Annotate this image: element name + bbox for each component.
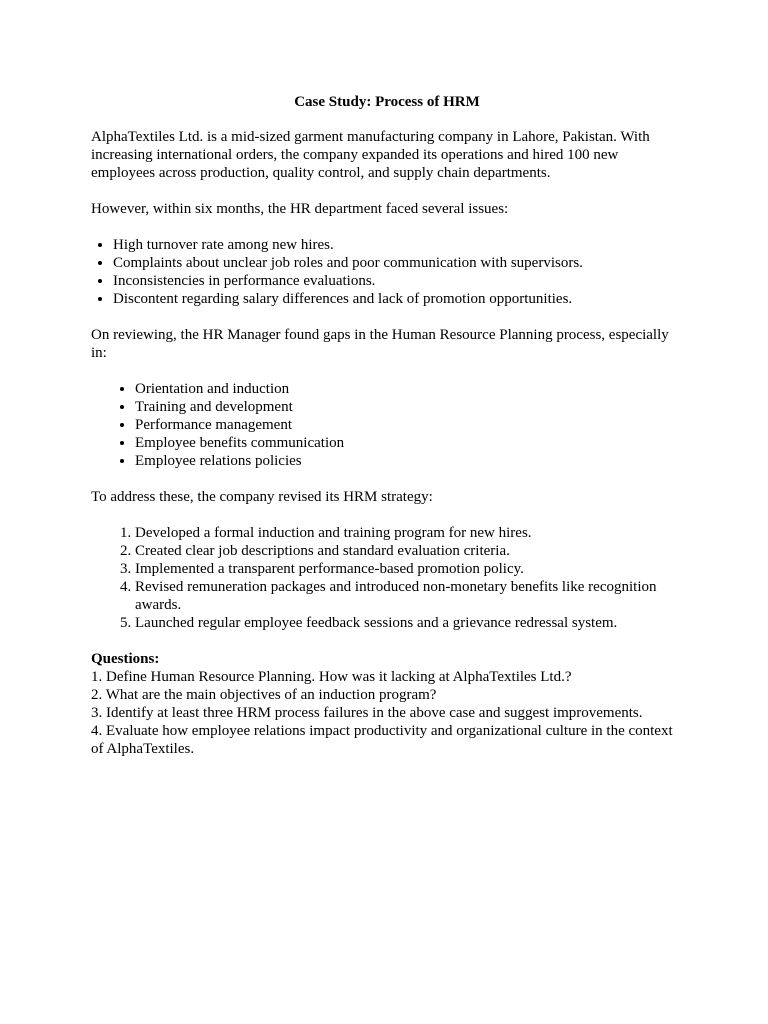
question-item: 1. Define Human Resource Planning. How was it lacking at AlphaTextiles Ltd.? — [91, 669, 572, 685]
list-item: • Complaints about unclear job roles and poor communication with supervisors. — [113, 254, 683, 272]
list-item: 3. Implemented a transparent performance-based promotion policy. — [135, 560, 683, 578]
list-item: • High turnover rate among new hires. — [113, 236, 683, 254]
list-item: • Employee relations policies — [135, 452, 683, 470]
gaps-intro-paragraph: On reviewing, the HR Manager found gaps in the Human Resource Planning process, especially in: — [91, 327, 669, 361]
question-item: 4. Evaluate how employee relations impact productivity and organizational culture in the context of AlphaTextiles. — [91, 723, 673, 757]
list-item: • Training and development — [135, 398, 683, 416]
questions-heading: Questions: — [91, 651, 160, 667]
question-item: 3. Identify at least three HRM process failures in the above case and suggest improvements. — [91, 705, 643, 721]
document-title: Case Study: Process of HRM — [294, 94, 480, 110]
list-item: • Discontent regarding salary differences and lack of promotion opportunities. — [113, 290, 683, 308]
list-item: 1. Developed a formal induction and training program for new hires. — [135, 524, 683, 542]
gaps-list — [91, 380, 683, 470]
list-item: • Performance management — [135, 416, 683, 434]
list-item: 4. Revised remuneration packages and introduced non-monetary benefits like recognition awards. — [135, 578, 683, 614]
issues-intro-paragraph: However, within six months, the HR department faced several issues: — [91, 201, 509, 217]
list-item: 2. Created clear job descriptions and standard evaluation criteria. — [135, 542, 683, 560]
list-item: • Inconsistencies in performance evaluations. — [113, 272, 683, 290]
document-page — [91, 93, 683, 758]
list-item: • Orientation and induction — [135, 380, 683, 398]
list-item: 5. Launched regular employee feedback sessions and a grievance redressal system. — [135, 614, 683, 632]
intro-paragraph: AlphaTextiles Ltd. is a mid-sized garment manufacturing company in Lahore, Pakistan. With increasing international orders, the company expanded its operations and hired 100 new employees across production, quality control, and supply chain departments. — [91, 129, 650, 181]
question-item: 2. What are the main objectives of an induction program? — [91, 687, 437, 703]
issues-list — [91, 236, 683, 308]
list-item: • Employee benefits communication — [135, 434, 683, 452]
strategy-intro-paragraph: To address these, the company revised its HRM strategy: — [91, 489, 433, 505]
strategy-list — [91, 524, 683, 632]
